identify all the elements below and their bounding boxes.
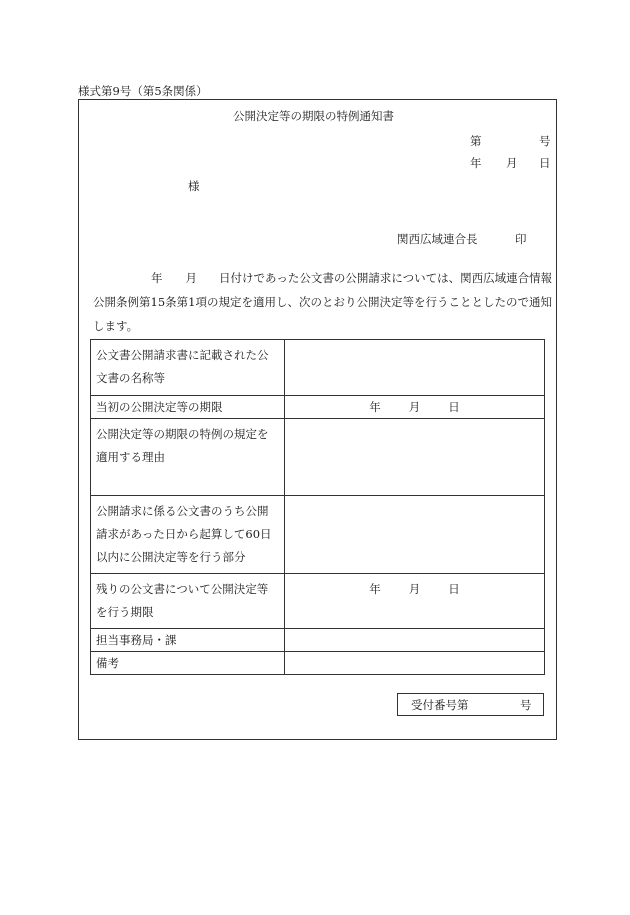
issuer-seal: 印 [515, 232, 527, 246]
row-label: 公開決定等の期限の特例の規定を適用する理由 [91, 419, 285, 496]
form-id: 様式第9号（第5条関係） [78, 84, 208, 98]
row-label: 当初の公開決定等の期限 [91, 396, 285, 419]
row-value [285, 419, 545, 496]
date-month: 月 [506, 156, 518, 170]
receipt-prefix: 受付番号第 [411, 698, 469, 712]
date-day-unit: 日 [448, 400, 460, 414]
receipt-suffix: 号 [520, 698, 532, 712]
table-row [91, 496, 545, 574]
issuer-name: 関西広域連合長 [397, 232, 478, 246]
date-year-unit: 年 [369, 400, 381, 414]
row-label: 担当事務局・課 [91, 629, 285, 652]
table-row [91, 629, 545, 652]
doc-number-suffix: 号 [539, 134, 551, 148]
row-date-value [285, 574, 545, 629]
row-value [285, 629, 545, 652]
table-row [91, 652, 545, 675]
body-month: 月 [185, 271, 197, 285]
date-day: 日 [539, 156, 551, 170]
addressee-suffix: 様 [188, 179, 200, 193]
document-title: 公開決定等の期限の特例通知書 [233, 109, 394, 123]
table-row [91, 340, 545, 396]
date-month-unit: 月 [408, 400, 421, 414]
body-text: 日付けであった公文書の公開請求については、関西広域連合情報公開条例第15条第1項の規定を適用し、次のとおり公開決定等を行うこととしたので通知します。 [93, 271, 553, 333]
row-label: 備考 [91, 652, 285, 675]
notice-paragraph [93, 266, 553, 338]
notice-table [90, 339, 545, 675]
receipt-box [397, 693, 544, 716]
table-row [91, 419, 545, 496]
row-date-value [285, 396, 545, 419]
doc-number-prefix: 第 [470, 134, 482, 148]
table-row [91, 396, 545, 419]
date-year-unit: 年 [369, 582, 381, 596]
date-year: 年 [470, 156, 482, 170]
row-label: 公文書公開請求書に記載された公文書の名称等 [91, 340, 285, 396]
row-label: 公開請求に係る公文書のうち公開請求があった日から起算して60日以内に公開決定等を行う部分 [91, 496, 285, 574]
table-row [91, 574, 545, 629]
body-year: 年 [151, 271, 163, 285]
date-day-unit: 日 [448, 582, 460, 596]
row-value [285, 496, 545, 574]
row-value [285, 340, 545, 396]
row-label: 残りの公文書について公開決定等を行う期限 [91, 574, 285, 629]
date-month-unit: 月 [408, 582, 421, 596]
row-value [285, 652, 545, 675]
